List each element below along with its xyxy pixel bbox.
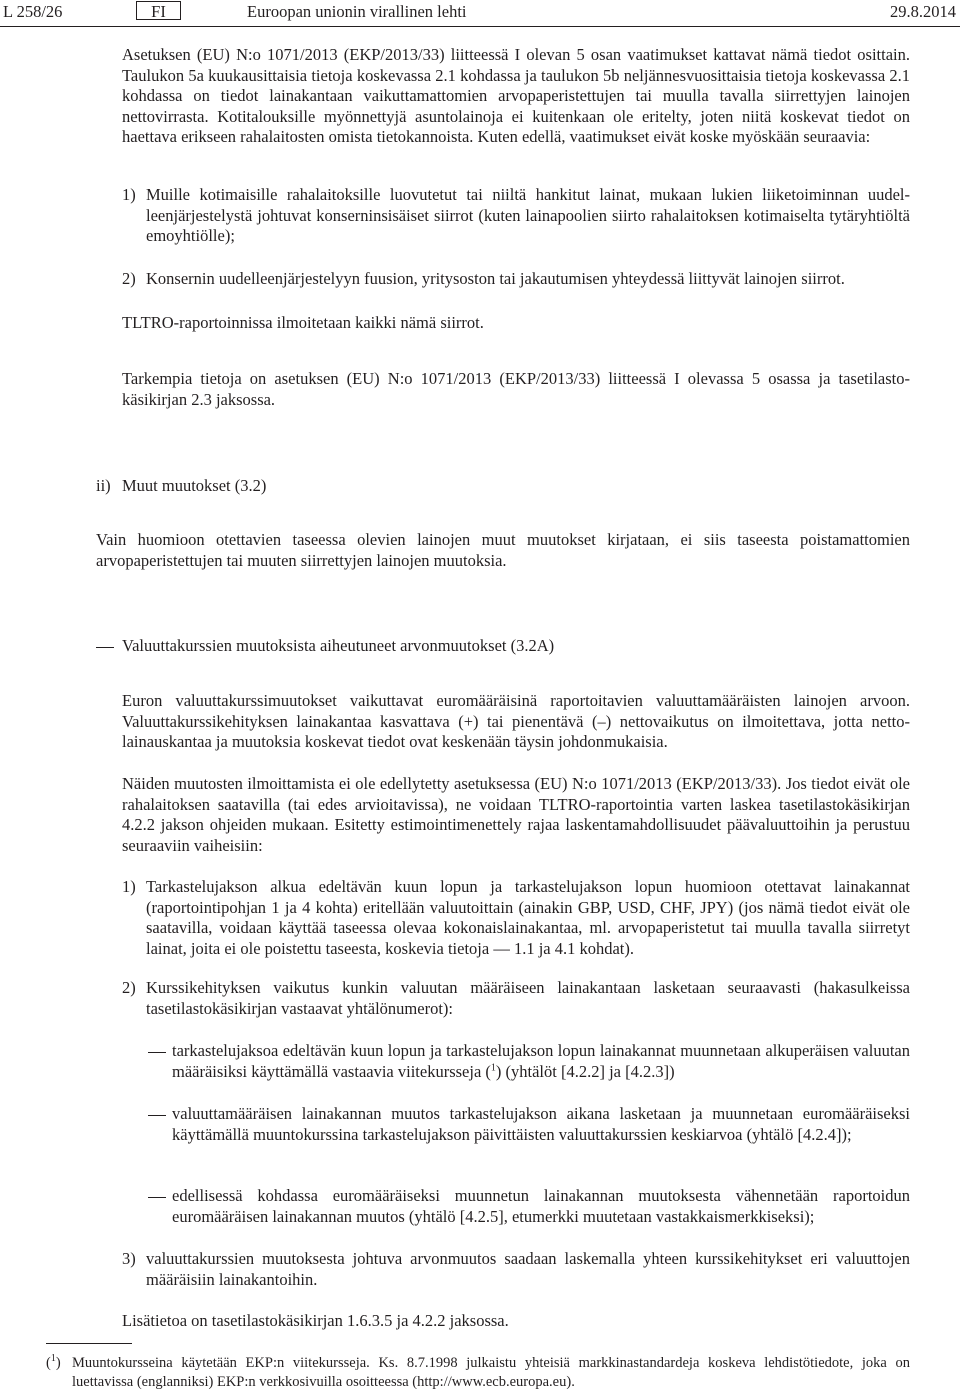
list-item (122, 877, 910, 959)
dash-text (172, 1041, 910, 1082)
page-reference: L 258/26 (3, 2, 63, 21)
dash-text-part: ) (yhtälöt [4.2.2] ja [4.2.3]) (495, 1061, 675, 1081)
list-item (122, 185, 910, 247)
dash-text: edellisessä kohdassa euromääräiseksi muunnetun lainakannan muutoksesta vähennetään raportoidun euromääräisen lainakannan muutos (yhtälö [4.2.5], etumerkki muutetaan vastakkaismerkkiseksi); (172, 1186, 910, 1226)
dash-mark (148, 1041, 166, 1062)
list-number: 2) (122, 269, 136, 288)
dash-item (148, 1104, 910, 1145)
dash-mark (96, 636, 114, 657)
footnote (46, 1354, 910, 1391)
list-text: valuuttakurssien muutoksesta johtuva arvonmuutos saadaan laskemalla yhteen kurssikehitykset eri valuuttojen määräisiin lainakantoihin. (146, 1249, 910, 1289)
list-text: Muille kotimaisille rahalaitoksille luovutetut tai niiltä hankitut lainat, mukaan lukien liiketoiminnan uudelleenjärjestelystä johtuvat konserninsisäiset siirrot (kuten lainapoolien siirto rahalaitoksen kotimaiselta tytäryhtiöltä emoyhtiölle); (146, 185, 910, 245)
dash-text: valuuttamääräisen lainakannan muutos tarkastelujakson aikana lasketaan ja muunnetaan euromääräiseksi käyttämällä muuntokurssina tarkastelujakson päivittäisten valuuttakurssien keskiarvoa (yhtälö [4.2.4]); (172, 1104, 910, 1144)
dash-text-part: tarkastelujaksoa edeltävän kuun lopun ja tarkastelujakson lopun lainakannat muunnetaan alkuperäisen valuutan määräisiksi käyttämällä vastaavia viitekursseja ( (172, 1041, 910, 1081)
language-code-box: FI (136, 1, 181, 20)
other-changes-paragraph: Vain huomioon otettavien taseessa olevien lainojen muut muutokset kirjataan, ei siis taseesta poistamattomien arvopaperistettujen tai muuten siirrettyjen lainojen muutoksia. (96, 530, 910, 570)
subsection-heading (96, 636, 910, 657)
dash-mark (148, 1186, 166, 1207)
heading-text: Valuuttakurssien muutoksista aiheutuneet arvonmuutokset (3.2A) (122, 636, 555, 655)
list-text: Konsernin uudelleenjärjestelyyn fuusion, yritysoston tai jakautumisen yhteydessä liittyvät lainojen siirrot. (146, 269, 845, 288)
list-number: 3) (122, 1249, 136, 1268)
list-item (122, 1249, 910, 1290)
heading-number: ii) (96, 476, 111, 495)
intro-paragraph: Asetuksen (EU) N:o 1071/2013 (EKP/2013/33) liitteessä I olevan 5 osan vaatimukset kattavat nämä tiedot osittain. Taulukon 5a kuukausittaisia tietoja koskevassa 2.1 kohdassa ja taulukon 5b neljännesvuosittaisia tietoja koskevassa 2.1 kohdassa on tiedot lainakantaan vaikuttamattomien arvopaperistettujen tai muulla tavalla siirrettyjen lainojen nettovirrasta. Kotitalouksille myönnettyjä asuntolainoja ei kuitenkaan ole eritelty, joten niitä koskevat tiedot on haettava erikseen rahalaitosten omista tietokannoista. Kuten edellä, vaatimukset eivät koske myöskään seuraavia: (122, 45, 910, 146)
closing-paragraph: Lisätietoa on tasetilastokäsikirjan 1.6.3.5 ja 4.2.2 jaksossa. (122, 1311, 509, 1330)
exchange-paragraph-1: Euron valuuttakurssimuutokset vaikuttavat euromääräisinä raportoitavien valuuttamääräisten lainojen arvoon. Valuuttakurssikehityksen lainakantaa kasvattava (+) tai pienentävä (–) nettovaikutus on ilmoitettava, jotta nettolainauskantaa ja muutoksia koskevat tiedot ovat keskenään täysin johdonmukaisia. (122, 691, 910, 751)
list-number: 2) (122, 978, 136, 997)
footnote-rule (46, 1343, 132, 1344)
list-number: 1) (122, 185, 136, 204)
dash-item (148, 1186, 910, 1227)
heading-text: Muut muutokset (3.2) (122, 476, 267, 495)
list-text: Kurssikehityksen vaikutus kunkin valuutan määräiseen lainakantaan lasketaan seuraavasti (hakasulkeissa tasetilastokäsikirjan vastaavat yhtälönumerot): (146, 978, 910, 1018)
tltro-note: TLTRO-raportoinnissa ilmoitetaan kaikki nämä siirrot. (122, 313, 484, 332)
footnote-reference[interactable]: 1 (490, 1062, 496, 1073)
list-text: Tarkastelujakson alkua edeltävän kuun lopun ja tarkastelujakson lopun huomioon otettavat lainakannat (raportointipohjan 1 ja 4 kohta) eritellään valuutoittain (ainakin GBP, USD, CHF, JPY) (jos nämä tiedot eivät ole saatavilla, voidaan käyttää taseessa olevaa kokonaislainakantaa, ml. arvopaperistetut tai muulla tavalla siirretyt lainat, joita ei ole poistettu taseesta, koskevia tietoja — 1.1 ja 4.1 kohdat). (146, 877, 910, 958)
header-rule (0, 26, 960, 27)
publication-date: 29.8.2014 (890, 2, 956, 21)
footnote-mark: ($^1$) (46, 1353, 61, 1371)
page-header (0, 0, 960, 28)
section-heading (96, 476, 910, 497)
more-info-paragraph: Tarkempia tietoja on asetuksen (EU) N:o 1071/2013 (EKP/2013/33) liitteessä I olevassa 5 osassa ja tasetilastokäsikirjan 2.3 jaksossa. (122, 369, 910, 409)
dash-mark (148, 1104, 166, 1125)
dash-item (148, 1041, 910, 1082)
list-number: 1) (122, 877, 136, 896)
list-item (122, 269, 910, 290)
footnote-text: Muuntokursseina käytetään EKP:n viitekursseja. Ks. 8.7.1998 julkaistu yhteisiä markkinastandardeja koskeva lehdistötiedote, joka on luettavissa (englanniksi) EKP:n verkkosivuilla osoitteessa (http://www.ecb.europa.eu). (72, 1355, 910, 1390)
list-item (122, 978, 910, 1019)
exchange-paragraph-2: Näiden muutosten ilmoittamista ei ole edellytetty asetuksessa (EU) N:o 1071/2013 (EKP/2013/33). Jos tiedot eivät ole rahalaitoksen saatavilla (tai edes arvioitavissa), ne voidaan TLTRO-raportointia varten laskea tasetilastokäsikirjan 4.2.2 jakson ohjeiden mukaan. Esitetty estimointimenettely rajaa laskentamahdollisuudet päävaluuttoihin ja perustuu seuraaviin vaiheisiin: (122, 774, 910, 855)
journal-title: Euroopan unionin virallinen lehti (247, 2, 467, 21)
